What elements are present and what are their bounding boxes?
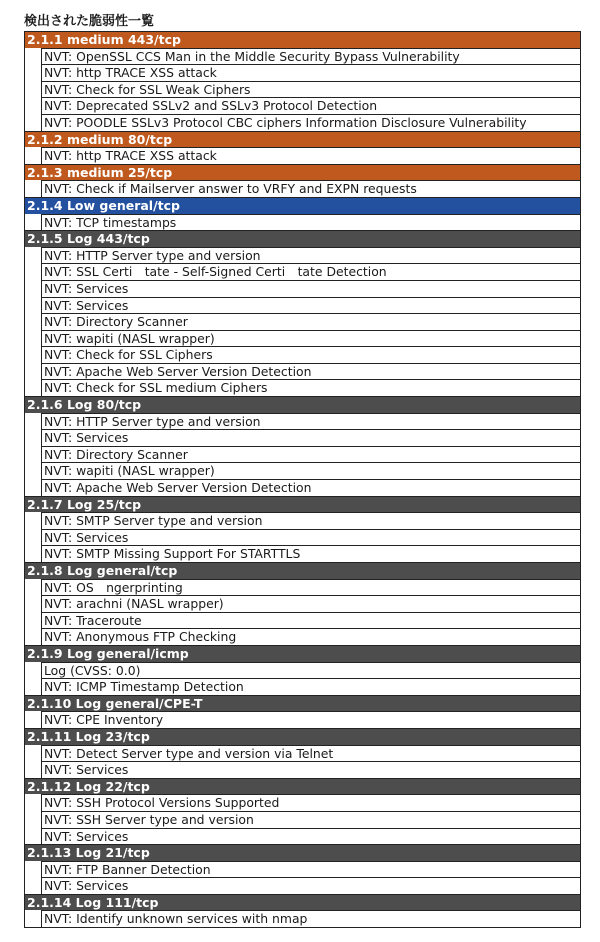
vulnerability-item: NVT: HTTP Server type and version [41,413,580,430]
vulnerability-item: NVT: CPE Inventory [41,711,580,728]
vulnerability-item: NVT: Services [41,529,580,546]
vulnerability-item: NVT: Apache Web Server Version Detection [41,363,580,380]
vulnerability-item: NVT: ICMP Timestamp Detection [41,678,580,695]
vulnerability-item: NVT: http TRACE XSS attack [41,64,580,81]
vulnerability-item: Log (CVSS: 0.0) [41,662,580,679]
vulnerability-item: NVT: wapiti (NASL wrapper) [41,330,580,347]
vulnerability-item: NVT: arachni (NASL wrapper) [41,595,580,612]
section-header-low: 2.1.4 Low general/tcp [25,197,580,214]
section-items [25,662,580,695]
vulnerability-table [24,31,581,928]
vulnerability-item: NVT: SSL Certi tate - Self-Signed Certi tate Detection [41,263,580,280]
vulnerability-item: NVT: Deprecated SSLv2 and SSLv3 Protocol Detection [41,97,580,114]
vulnerability-item: NVT: Services [41,429,580,446]
vulnerability-item: NVT: OpenSSL CCS Man in the Middle Security Bypass Vulnerability [41,48,580,65]
section-header-log: 2.1.13 Log 21/tcp [25,844,580,861]
vulnerability-item: NVT: Check for SSL Weak Ciphers [41,81,580,98]
section-items [25,48,580,131]
vulnerability-item: NVT: POODLE SSLv3 Protocol CBC ciphers Information Disclosure Vulnerability [41,114,580,131]
vulnerability-item: NVT: Traceroute [41,612,580,629]
section-items [25,910,580,927]
vulnerability-item: NVT: Identify unknown services with nmap [41,910,580,927]
section-header-medium: 2.1.1 medium 443/tcp [25,31,580,48]
section-header-log: 2.1.10 Log general/CPE-T [25,695,580,712]
vulnerability-item: NVT: SSH Server type and version [41,811,580,828]
vulnerability-item: NVT: Check for SSL Ciphers [41,346,580,363]
vulnerability-item: NVT: wapiti (NASL wrapper) [41,462,580,479]
vulnerability-item: NVT: Check for SSL medium Ciphers [41,379,580,396]
vulnerability-item: NVT: Check if Mailserver answer to VRFY and EXPN requests [41,180,580,197]
section-items [25,147,580,164]
section-items [25,214,580,231]
vulnerability-item: NVT: SMTP Server type and version [41,512,580,529]
section-items [25,711,580,728]
vulnerability-item: NVT: http TRACE XSS attack [41,147,580,164]
vulnerability-item: NVT: HTTP Server type and version [41,247,580,264]
section-items [25,180,580,197]
document-title: 検出された脆弱性一覧 [24,14,155,29]
section-header-log: 2.1.11 Log 23/tcp [25,728,580,745]
vulnerability-item: NVT: OS ngerprinting [41,579,580,596]
vulnerability-item: NVT: Services [41,761,580,778]
section-header-log: 2.1.6 Log 80/tcp [25,396,580,413]
vulnerability-item: NVT: TCP timestamps [41,214,580,231]
vulnerability-item: NVT: Services [41,297,580,314]
section-header-log: 2.1.12 Log 22/tcp [25,778,580,795]
vulnerability-item: NVT: FTP Banner Detection [41,861,580,878]
section-header-log: 2.1.8 Log general/tcp [25,562,580,579]
vulnerability-item: NVT: SMTP Missing Support For STARTTLS [41,545,580,562]
vulnerability-item: NVT: Directory Scanner [41,313,580,330]
vulnerability-item: NVT: SSH Protocol Versions Supported [41,794,580,811]
vulnerability-item: NVT: Detect Server type and version via Telnet [41,745,580,762]
vulnerability-item: NVT: Services [41,828,580,845]
section-header-log: 2.1.5 Log 443/tcp [25,230,580,247]
section-items [25,861,580,894]
vulnerability-item: NVT: Apache Web Server Version Detection [41,479,580,496]
section-items [25,512,580,562]
section-items [25,247,580,396]
section-items [25,745,580,778]
section-header-medium: 2.1.3 medium 25/tcp [25,164,580,181]
section-items [25,413,580,496]
section-items [25,579,580,645]
section-header-log: 2.1.9 Log general/icmp [25,645,580,662]
section-header-log: 2.1.14 Log 111/tcp [25,894,580,911]
vulnerability-item: NVT: Directory Scanner [41,446,580,463]
vulnerability-item: NVT: Services [41,877,580,894]
section-header-log: 2.1.7 Log 25/tcp [25,496,580,513]
vulnerability-item: NVT: Anonymous FTP Checking [41,628,580,645]
vulnerability-item: NVT: Services [41,280,580,297]
section-items [25,794,580,844]
section-header-medium: 2.1.2 medium 80/tcp [25,131,580,148]
